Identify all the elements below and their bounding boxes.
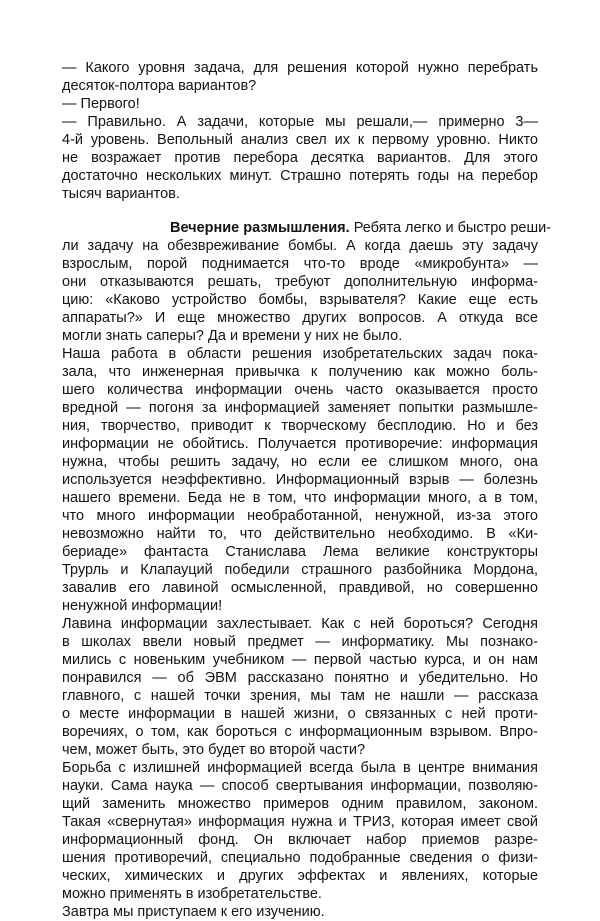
book-page [62,59,552,921]
text-line: информационный фонд. Он включает набор приемов разре- [62,832,538,848]
section-heading: Вечерние размышления. [170,220,350,236]
text-line: шения противоречий, специально подобранные сведения о физи- [62,850,538,866]
text-line: десяток-полтора вариантов? [62,78,257,94]
text-line: завалив его лавиной осмысленной, правдивой, но совершенно [62,580,538,596]
text-line: информации не обойтись. Получается противоречие: информация [62,436,538,452]
text-line: взрослым, порой поднимается что-то вроде «микробунта» — [62,256,538,272]
text-line: ния, творчество, приводит к творческому бесплодию. Но и без [62,418,538,434]
text-line: они отказываются решать, требуют дополнительную информа- [62,274,538,290]
text-line: используется неэффективно. Информационный взрыв — болезнь [62,472,538,488]
text-line: вредной — погоня за информацией заменяет попытки размышле- [62,400,538,416]
paragraph [62,759,538,903]
paragraph [62,95,538,113]
text-line: ли задачу на обезвреживание бомбы. А когда даешь эту задачу [62,238,538,254]
paragraph [62,113,538,203]
text-line: Наша работа в области решения изобретательских задач пока- [62,346,538,362]
text-line: щий заменить множество примеров одним правилом, законом. [62,796,538,812]
text-line: невозможно найти то, что действительно необходимо. В «Ки- [62,526,538,542]
text-line: в школах ввели новый предмет — информатику. Мы познако- [62,634,538,650]
paragraph [62,345,538,615]
text-line: чем, может быть, это будет во второй части? [62,742,366,758]
text-line: понравился — об ЭВМ рассказано понятно и убедительно. Но [62,670,538,686]
text-line: мились с новеньким учебником — первой частью курса, и он нам [62,652,538,668]
text-line: достаточно нескольких минут. Страшно потерять годы на перебор [62,168,538,184]
paragraph [62,903,538,921]
text-line: шего количества информации очень часто оказывается просто [62,382,538,398]
text-line: цию: «Каково устройство бомбы, взрывателя? Какие еще есть [62,292,538,308]
text-line: Такая «свернутая» информация нужна и ТРИЗ, которая имеет свой [62,814,538,830]
text-line: — Первого! [62,96,140,112]
text-line: Борьба с излишней информацией всегда была в центре внимания [62,760,538,776]
text-line: бериаде» фантаста Станислава Лема великие конструкторы [62,544,538,560]
text-line: о месте информации в нашей жизни, о связанных с ней проти- [62,706,538,722]
text-line-rest: Ребята легко и быстро реши- [353,220,552,236]
text-line: можно применять в изобретательстве. [62,886,322,902]
text-line: не возражает против перебора десятка вариантов. Для этого [62,150,538,166]
section-paragraph [62,219,552,345]
text-line: Трурль и Клапауций победили страшного разбойника Мордона, [62,562,538,578]
text-line [62,219,552,237]
text-line: зала, что инженерная привычка к получению как можно боль- [62,364,538,380]
text-line: аппараты?» И еще множество других вопросов. А откуда все [62,310,538,326]
text-line: — Какого уровня задача, для решения которой нужно перебрать [62,60,538,76]
paragraph [62,615,538,759]
text-line: ческих, химических и других эффектах и явлениях, которые [62,868,538,884]
text-line: нужна, чтобы решить задачу, но если ее слишком много, она [62,454,538,470]
text-line: что много информации необработанной, ненужной, из-за этого [62,508,538,524]
text-line: науки. Сама наука — способ свертывания информации, позволяю- [62,778,538,794]
text-line: главного, с нашей точки зрения, мы там не нашли — рассказа [62,688,538,704]
text-line: нашего времени. Беда не в том, что информации много, а в том, [62,490,538,506]
paragraph [62,59,538,95]
text-line: Завтра мы приступаем к его изучению. [62,904,325,920]
text-line: — Правильно. А задачи, которые мы решали,— примерно 3— [62,114,538,130]
text-line: Лавина информации захлестывает. Как с ней бороться? Сегодня [62,616,538,632]
text-line: ненужной информации! [62,598,223,614]
text-line: воречиях, о том, как бороться с информационным взрывом. Впро- [62,724,538,740]
text-line: 4-й уровень. Вепольный анализ свел их к первому уровню. Никто [62,132,538,148]
text-line: тысяч вариантов. [62,186,180,202]
text-line: могли знать саперы? Да и времени у них не было. [62,328,403,344]
